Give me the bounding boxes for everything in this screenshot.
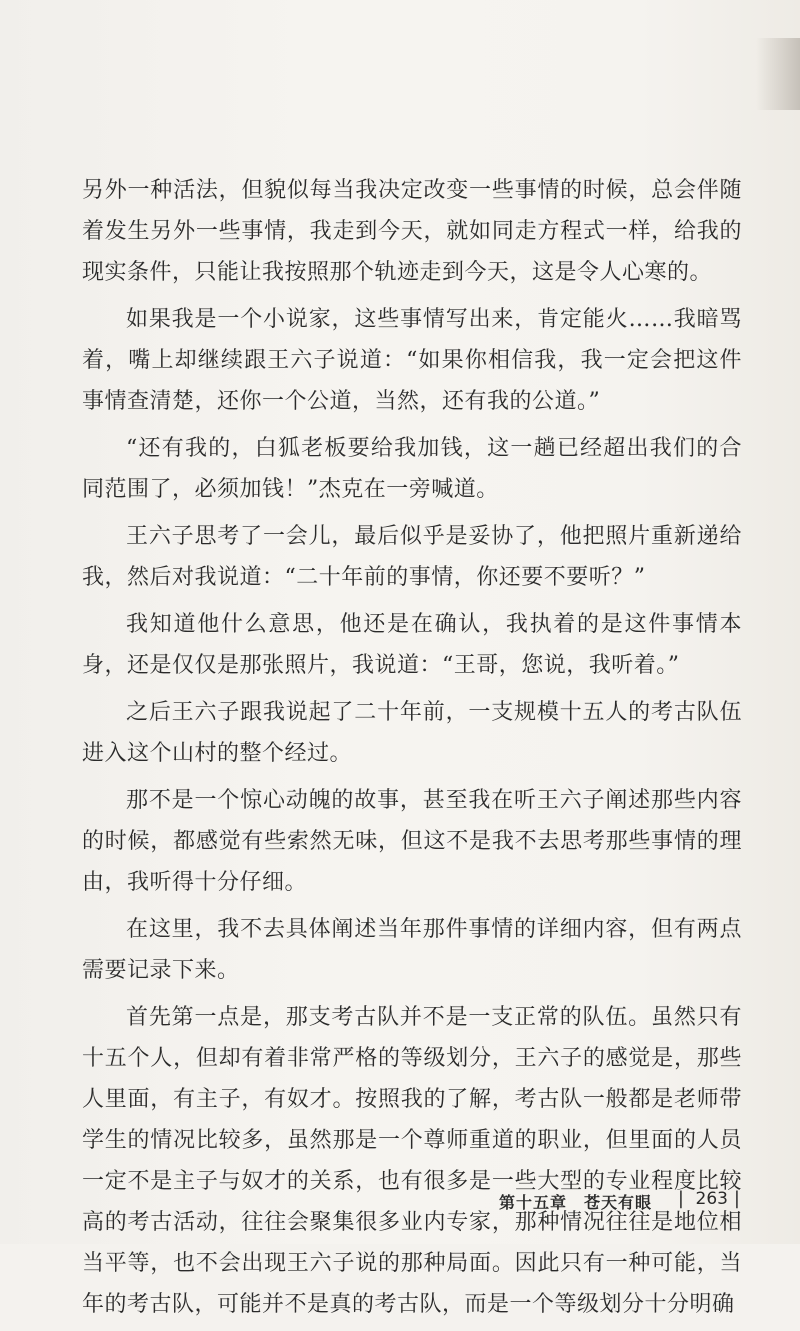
paragraph: 之后王六子跟我说起了二十年前，一支规模十五人的考古队伍进入这个山村的整个经过。 (82, 700, 742, 766)
page-footer (0, 1186, 800, 1220)
footer-separator: | (677, 1188, 684, 1209)
paragraph: 那不是一个惊心动魄的故事，甚至我在听王六子阐述那些内容的时候，都感觉有些索然无味，但这不是我不去思考那些事情的理由，我听得十分仔细。 (82, 788, 742, 895)
paragraph: 在这里，我不去具体阐述当年那件事情的详细内容，但有两点需要记录下来。 (82, 917, 742, 983)
page-number: 263 (695, 1189, 728, 1209)
paragraph: 另外一种活法，但貌似每当我决定改变一些事情的时候，总会伴随着发生另外一些事情，我走到今天，就如同走方程式一样，给我的现实条件，只能让我按照那个轨迹走到今天，这是令人心寒的。 (82, 178, 742, 285)
page-edge-shadow (756, 38, 800, 110)
chapter-title: 第十五章 苍天有眼 (498, 1193, 652, 1212)
paragraph: 王六子思考了一会儿，最后似乎是妥协了，他把照片重新递给我，然后对我说道：“二十年前的事情，你还要不要听？” (82, 524, 742, 590)
body-text (82, 170, 742, 1331)
paragraph: 我知道他什么意思，他还是在确认，我执着的是这件事情本身，还是仅仅是那张照片，我说道：“王哥，您说，我听着。” (82, 612, 742, 678)
paragraph: 首先第一点是，那支考古队并不是一支正常的队伍。虽然只有十五个人，但却有着非常严格的等级划分，王六子的感觉是，那些人里面，有主子，有奴才。按照我的了解，考古队一般都是老师带学生的情况比较多，虽然那是一个尊师重道的职业，但里面的人员一定不是主子与奴才的关系，也有很多是一些大型的专业程度比较高的考古活动，往往会聚集很多业内专家，那种情况往往是地位相当平等，也不会出现王六子说的那种局面。因此只有一种可能，当年的考古队，可能并不是真的考古队，而是一个等级划分十分明确 (82, 1005, 742, 1317)
paragraph: 如果我是一个小说家，这些事情写出来，肯定能火……我暗骂着，嘴上却继续跟王六子说道：“如果你相信我，我一定会把这件事情查清楚，还你一个公道，当然，还有我的公道。” (82, 307, 742, 414)
footer-separator-end: | (733, 1188, 740, 1209)
paragraph: “还有我的，白狐老板要给我加钱，这一趟已经超出我们的合同范围了，必须加钱！”杰克在一旁喊道。 (82, 436, 742, 502)
